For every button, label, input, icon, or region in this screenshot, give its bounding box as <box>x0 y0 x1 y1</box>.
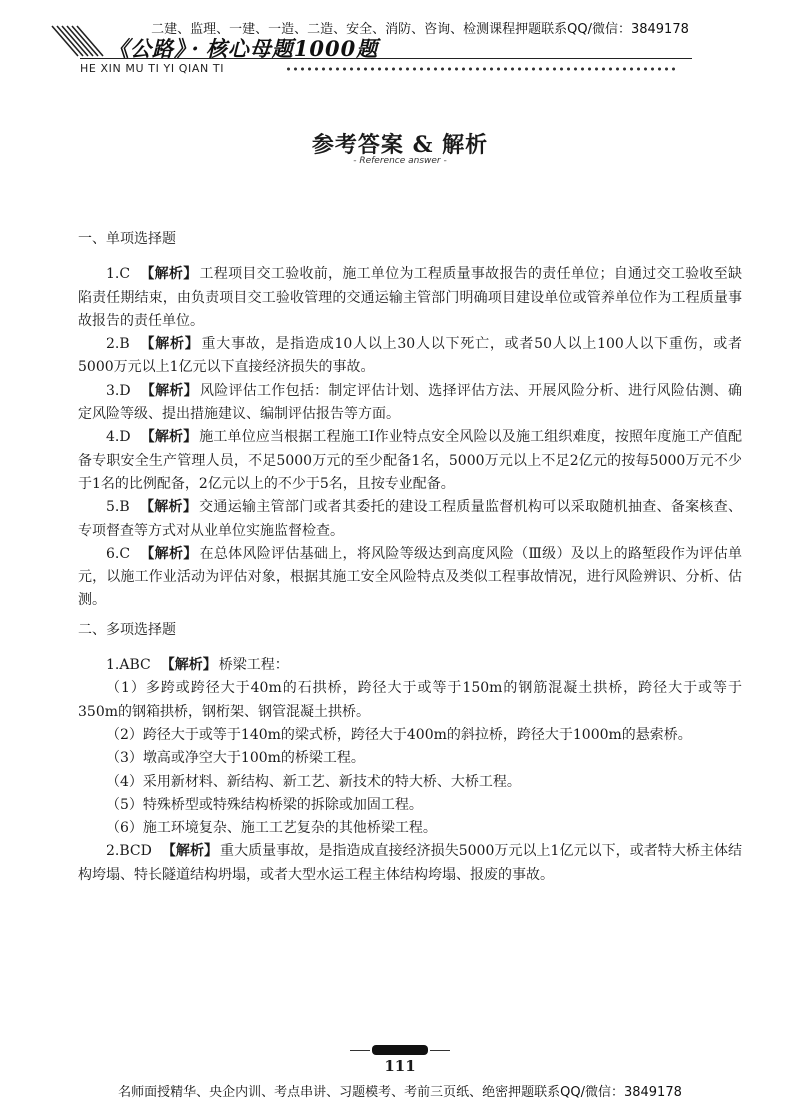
analysis-tag: 【解析】 <box>140 382 198 399</box>
analysis-tag: 【解析】 <box>140 429 198 446</box>
answer-text: 桥梁工程： <box>218 657 289 674</box>
answer-subitem: （6）施工环境复杂、施工工艺复杂的其他桥梁工程。 <box>106 820 437 837</box>
answer-number: 4.D <box>106 429 131 446</box>
answer-text: 重大事故，是指造成10人以上30人以下死亡，或者50人以上100人以下重伤，或者5000万元以上1亿元以下直接经济损失的事故。 <box>78 336 742 376</box>
analysis-tag: 【解析】 <box>139 336 200 353</box>
book-subtitle: HE XIN MU TI YI QIAN TI <box>80 62 225 75</box>
answer-text: 施工单位应当根据工程施工I作业特点安全风险以及施工组织难度，按照年度施工产值配备专职安全生产管理人员，不足5000万元的至少配备1名，5000万元以上不足2亿元的按每5000万元不少于1名的比例配备，2亿元以上的不少于5名，且按专业配备。 <box>78 429 743 492</box>
page-number: 111 <box>384 1057 416 1075</box>
analysis-tag: 【解析】 <box>140 266 198 283</box>
answer-item <box>78 426 742 496</box>
answer-number: 2.B <box>106 336 130 353</box>
answer-number: 1.ABC <box>106 657 151 674</box>
analysis-tag: 【解析】 <box>160 657 217 674</box>
answer-text: 工程项目交工验收前，施工单位为工程质量事故报告的责任单位；自通过交工验收至缺陷责任期结束，由负责项目交工验收管理的交通运输主管部门明确项目建设单位或管养单位作为工程质量事故报告的责任单位。 <box>78 266 743 329</box>
answer-item <box>78 496 742 543</box>
page-number-rule-left <box>350 1050 370 1051</box>
analysis-tag: 【解析】 <box>161 843 219 860</box>
book-title-separator: · <box>191 36 200 61</box>
category-heading-multi: 二、多项选择题 <box>78 621 176 638</box>
answer-item <box>78 543 742 613</box>
section-subtitle: - Reference answer - <box>353 156 447 166</box>
answer-number: 6.C <box>106 545 131 562</box>
answer-item <box>78 380 742 427</box>
answer-text: 重大质量事故，是指造成直接经济损失5000万元以上1亿元以下，或者特大桥主体结构垮塌、特长隧道结构坍塌，或者大型水运工程主体结构垮塌、报废的事故。 <box>78 843 742 883</box>
answer-item <box>78 840 742 887</box>
answer-number: 2.BCD <box>106 843 152 860</box>
bottom-banner: 名师面授精华、央企内训、考点串讲、习题模考、考前三页纸、绝密押题联系QQ/微信：3849178 <box>118 1085 682 1100</box>
answer-text: 在总体风险评估基础上，将风险等级达到高度风险（Ⅲ级）及以上的路堑段作为评估单元，以施工作业活动为评估对象，根据其施工安全风险特点及类似工程事故情况，进行风险辨识、分析、估测。 <box>78 545 743 609</box>
page-number-bar <box>372 1045 428 1055</box>
answer-item <box>78 263 742 333</box>
book-title-series: 核心母题1000题 <box>205 36 379 61</box>
answer-subitem: （5）特殊桥型或特殊结构桥梁的拆除或加固工程。 <box>106 796 423 813</box>
header-rule <box>80 58 692 59</box>
book-title-subject: 《公路》 <box>108 36 186 61</box>
analysis-tag: 【解析】 <box>139 499 198 516</box>
answer-item <box>78 333 742 380</box>
answer-subitem: （3）墩高或净空大于100m的桥梁工程。 <box>106 750 365 767</box>
section-title: 参考答案 & 解析 <box>311 132 489 158</box>
header-stripes-decoration <box>48 24 104 58</box>
answer-subitem: （2）跨径大于或等于140m的梁式桥，跨径大于400m的斜拉桥，跨径大于1000m的悬索桥。 <box>106 726 692 743</box>
analysis-tag: 【解析】 <box>140 545 198 562</box>
answer-number: 3.D <box>106 382 131 399</box>
category-heading-single: 一、单项选择题 <box>78 231 176 247</box>
answer-subitem: （1）多跨或跨径大于40m的石拱桥，跨径大于或等于150m的钢筋混凝土拱桥，跨径大于或等于350m的钢箱拱桥，钢桁架、钢管混凝土拱桥。 <box>78 680 742 720</box>
page-number-block <box>350 1043 450 1077</box>
answer-text: 交通运输主管部门或者其委托的建设工程质量监督机构可以采取随机抽查、备案核查、专项督查等方式对从业单位实施监督检查。 <box>78 499 743 539</box>
header-dotted-line <box>285 67 677 71</box>
answer-content <box>78 224 742 887</box>
top-banner: 二建、监理、一建、一造、二造、安全、消防、咨询、检测课程押题联系QQ/微信：3849178 <box>151 22 689 37</box>
page-number-rule-right <box>430 1050 450 1051</box>
answer-number: 1.C <box>106 266 131 283</box>
answer-item <box>78 654 742 677</box>
answer-number: 5.B <box>106 499 130 516</box>
answer-text: 风险评估工作包括：制定评估计划、选择评估方法、开展风险分析、进行风险估测、确定风险等级、提出措施建议、编制评估报告等方面。 <box>78 382 742 423</box>
answer-subitem: （4）采用新材料、新结构、新工艺、新技术的特大桥、大桥工程。 <box>106 773 521 790</box>
